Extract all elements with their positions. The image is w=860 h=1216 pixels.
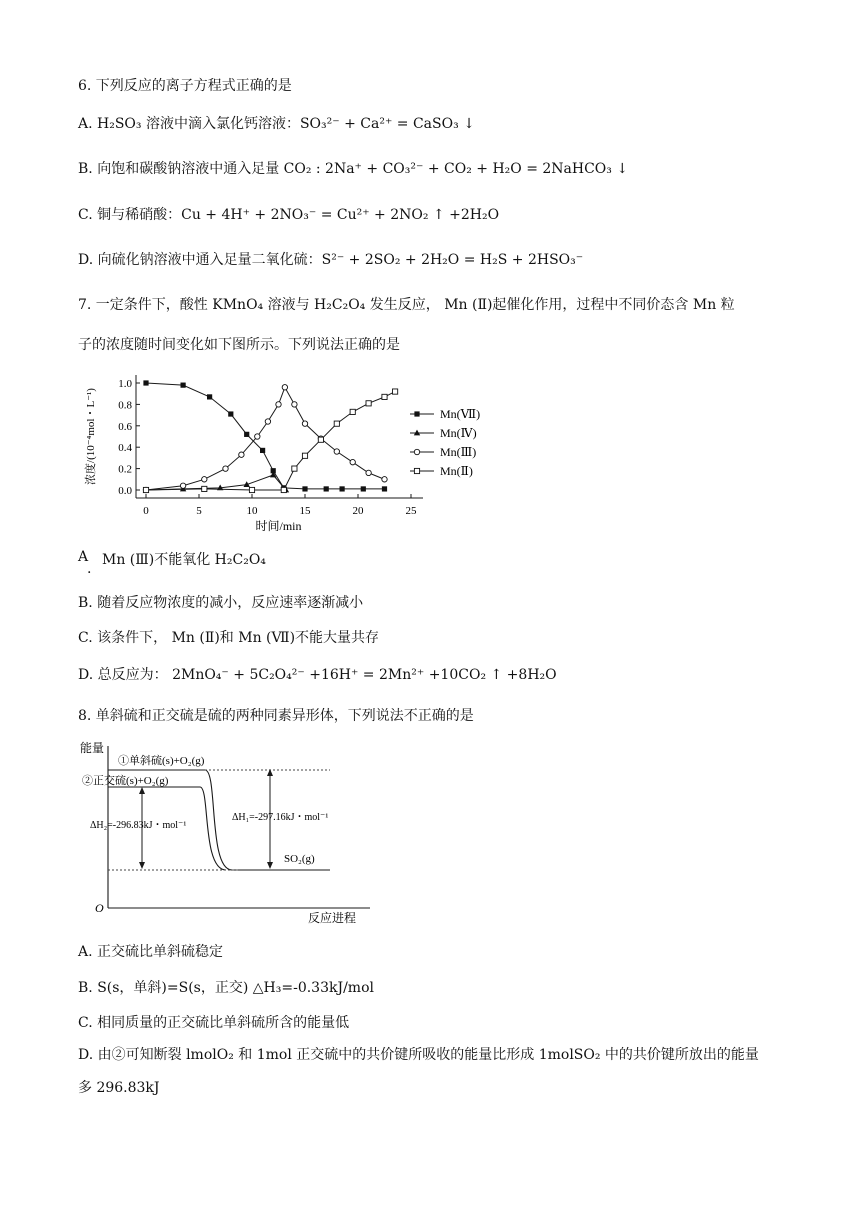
data-point bbox=[281, 487, 286, 492]
q7-option-a-dot: . bbox=[87, 561, 92, 577]
data-point bbox=[302, 421, 307, 426]
q6-option-d: D. 向硫化钠溶液中通入足量二氧化硫：S²⁻ + 2SO₂ + 2H₂O = H₂S + 2HSO₃⁻ bbox=[78, 252, 584, 268]
q8-option-b: B. S(s，单斜)=S(s，正交) △H₃=-0.33kJ/mol bbox=[78, 980, 374, 996]
dh1-label: ΔH₁=-297.16kJ・mol⁻¹ bbox=[232, 812, 329, 823]
x-tick-label: 5 bbox=[196, 505, 202, 517]
data-point bbox=[324, 486, 329, 491]
level1-label: ①单斜硫(s)+O₂(g) bbox=[118, 755, 205, 767]
series-line-0 bbox=[146, 383, 385, 489]
data-point bbox=[202, 477, 207, 482]
y-tick-label: 0.0 bbox=[118, 485, 132, 497]
data-point bbox=[350, 459, 355, 464]
data-point bbox=[181, 383, 186, 388]
data-point bbox=[350, 409, 355, 414]
data-point bbox=[292, 402, 297, 407]
product-label: SO₂(g) bbox=[284, 853, 315, 865]
data-point bbox=[223, 466, 228, 471]
data-point bbox=[143, 487, 148, 492]
energy-diagram bbox=[80, 736, 380, 932]
q7-option-d: D. 总反应为： 2MnO₄⁻ + 5C₂O₄²⁻ +16H⁺ = 2Mn²⁺ +10CO₂ ↑ +8H₂O bbox=[78, 667, 557, 683]
energy-axis-label: 能量 bbox=[80, 741, 105, 755]
legend-marker bbox=[414, 411, 419, 416]
q6-stem: 6. 下列反应的离子方程式正确的是 bbox=[78, 78, 292, 94]
legend-label: Mn(Ⅳ) bbox=[440, 426, 477, 440]
legend-marker bbox=[414, 449, 419, 454]
level2-label: ②正交硫(s)+O₂(g) bbox=[82, 775, 169, 787]
data-point bbox=[180, 483, 185, 488]
origin-label: O bbox=[95, 901, 104, 915]
progress-axis-label: 反应进程 bbox=[308, 911, 357, 925]
data-point bbox=[228, 411, 233, 416]
data-point bbox=[292, 466, 297, 471]
legend-label: Mn(Ⅲ) bbox=[440, 445, 477, 459]
data-point bbox=[249, 487, 254, 492]
q8-option-d-line2: 多 296.83kJ bbox=[78, 1080, 160, 1096]
data-point bbox=[276, 402, 281, 407]
q7-stem-line1: 7. 一定条件下，酸性 KMnO₄ 溶液与 H₂C₂O₄ 发生反应， Mn (Ⅱ)起催化作用，过程中不同价态含 Mn 粒 bbox=[78, 297, 735, 313]
x-tick-label: 10 bbox=[246, 505, 258, 517]
x-axis-title: 时间/min bbox=[255, 519, 302, 533]
data-point bbox=[318, 437, 323, 442]
y-tick-label: 0.4 bbox=[118, 442, 132, 455]
data-point bbox=[282, 385, 287, 390]
data-point bbox=[302, 453, 307, 458]
chart-series bbox=[143, 380, 398, 492]
q7-option-a: Mn (Ⅲ)不能氧化 H₂C₂O₄ bbox=[102, 552, 266, 568]
data-point bbox=[255, 434, 260, 439]
data-point bbox=[340, 486, 345, 491]
dh2-label: ΔH₂=-296.83kJ・mol⁻¹ bbox=[90, 820, 187, 831]
data-point bbox=[334, 421, 339, 426]
data-point bbox=[366, 470, 371, 475]
y-tick-label: 0.2 bbox=[118, 463, 132, 476]
x-tick-label: 15 bbox=[299, 505, 311, 517]
data-point bbox=[265, 419, 270, 424]
data-point bbox=[334, 449, 339, 454]
q6-option-b: B. 向饱和碳酸钠溶液中通入足量 CO₂ : 2Na⁺ + CO₃²⁻ + CO₂ + H₂O = 2NaHCO₃ ↓ bbox=[78, 161, 629, 177]
q7-option-b: B. 随着反应物浓度的减小，反应速率逐渐减小 bbox=[78, 595, 364, 611]
q7-option-c: C. 该条件下， Mn (Ⅱ)和 Mn (Ⅶ)不能大量共存 bbox=[78, 630, 380, 646]
series-line-2 bbox=[146, 387, 385, 490]
data-point bbox=[382, 486, 387, 491]
q6-option-c: C. 铜与稀硝酸：Cu + 4H⁺ + 2NO₃⁻ = Cu²⁺ + 2NO₂ ↑ +2H₂O bbox=[78, 207, 500, 223]
q8-option-a: A. 正交硫比单斜硫稳定 bbox=[78, 944, 224, 960]
data-point bbox=[382, 477, 387, 482]
data-point bbox=[393, 389, 398, 394]
series-line-3 bbox=[146, 392, 395, 490]
concentration-chart bbox=[80, 366, 500, 542]
data-point bbox=[244, 432, 249, 437]
data-point bbox=[382, 394, 387, 399]
data-point bbox=[361, 486, 366, 491]
data-point bbox=[366, 401, 371, 406]
y-axis-title: 浓度/(10⁻⁴mol・L⁻¹) bbox=[85, 388, 97, 485]
legend-label: Mn(Ⅱ) bbox=[440, 464, 473, 478]
data-point bbox=[202, 486, 207, 491]
x-tick-label: 20 bbox=[352, 505, 364, 517]
data-point bbox=[207, 394, 212, 399]
q6-option-a: A. H₂SO₃ 溶液中滴入氯化钙溶液：SO₃²⁻ + Ca²⁺ = CaSO₃ ↓ bbox=[78, 116, 475, 132]
data-point bbox=[260, 448, 265, 453]
q8-option-d-line1: D. 由②可知断裂 lmolO₂ 和 1mol 正交硫中的共价键所吸收的能量比形成 1molSO₂ 中的共价键所放出的能量 bbox=[78, 1047, 759, 1063]
y-tick-label: 0.8 bbox=[118, 399, 132, 412]
q8-option-c: C. 相同质量的正交硫比单斜硫所含的能量低 bbox=[78, 1015, 350, 1031]
chart-legend bbox=[410, 407, 480, 478]
chart-axes bbox=[83, 375, 423, 533]
y-tick-label: 1.0 bbox=[118, 378, 132, 390]
y-tick-label: 0.6 bbox=[118, 420, 132, 433]
x-tick-label: 0 bbox=[143, 505, 149, 517]
q7-option-a-letter: A bbox=[78, 549, 89, 565]
legend-label: Mn(Ⅶ) bbox=[440, 407, 481, 421]
data-point bbox=[143, 380, 148, 385]
data-point bbox=[302, 486, 307, 491]
data-point bbox=[239, 452, 244, 457]
q7-stem-line2: 子的浓度随时间变化如下图所示。下列说法正确的是 bbox=[78, 337, 400, 353]
q8-stem: 8. 单斜硫和正交硫是硫的两种同素异形体，下列说法不正确的是 bbox=[78, 708, 474, 724]
legend-marker bbox=[414, 468, 419, 473]
x-tick-label: 25 bbox=[405, 505, 417, 517]
